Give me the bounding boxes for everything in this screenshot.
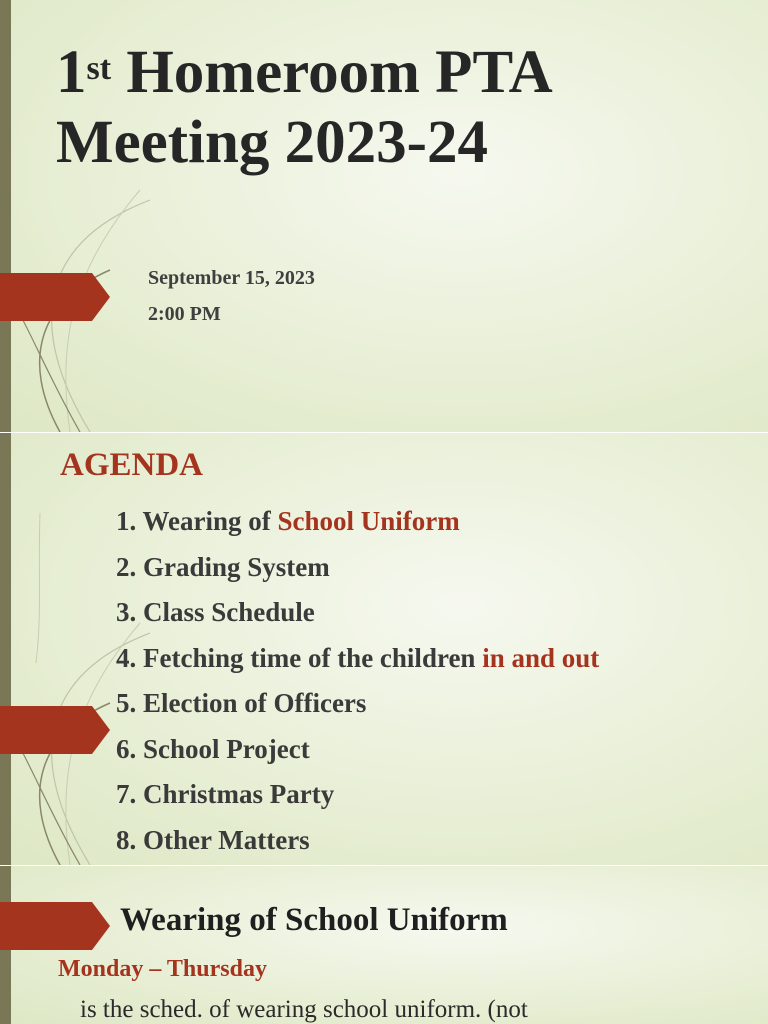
agenda-list <box>116 499 599 863</box>
uniform-slide <box>0 866 768 1024</box>
agenda-item: 4. Fetching time of the children in and out <box>116 642 600 673</box>
highlight-text: School Uniform <box>277 506 460 536</box>
page-title <box>56 38 553 178</box>
agenda-item: 6. School Project <box>116 733 310 764</box>
agenda-item: 7. Christmas Party <box>116 779 335 809</box>
title-superscript: st <box>86 50 112 87</box>
agenda-item: 2. Grading System <box>116 551 330 582</box>
meeting-time: 2:00 PM <box>148 303 221 325</box>
bullet-text: Monday – Thursday <box>58 956 267 982</box>
title-slide <box>0 0 768 432</box>
agenda-item: 1. Wearing of School Uniform <box>116 506 460 536</box>
agenda-item: 3. Class Schedule <box>116 597 315 627</box>
red-arrow-tab <box>0 902 112 950</box>
agenda-item: 8. Other Matters <box>116 824 310 855</box>
meeting-date: September 15, 2023 <box>148 267 315 289</box>
title-number: 1 <box>56 39 87 106</box>
red-arrow-tab <box>0 273 112 321</box>
highlight-text: in and out <box>482 642 600 673</box>
agenda-slide <box>0 433 768 865</box>
title-line1-rest: Homeroom PTA <box>111 39 553 106</box>
body-text: is the sched. of wearing school uniform. (not <box>80 996 528 1023</box>
section-heading: Wearing of School Uniform <box>120 902 508 938</box>
agenda-heading: AGENDA <box>60 447 204 483</box>
title-line2: Meeting 2023-24 <box>56 109 488 176</box>
bullet-item <box>52 956 267 983</box>
agenda-item: 5. Election of Officers <box>116 688 367 718</box>
red-arrow-tab <box>0 706 112 754</box>
